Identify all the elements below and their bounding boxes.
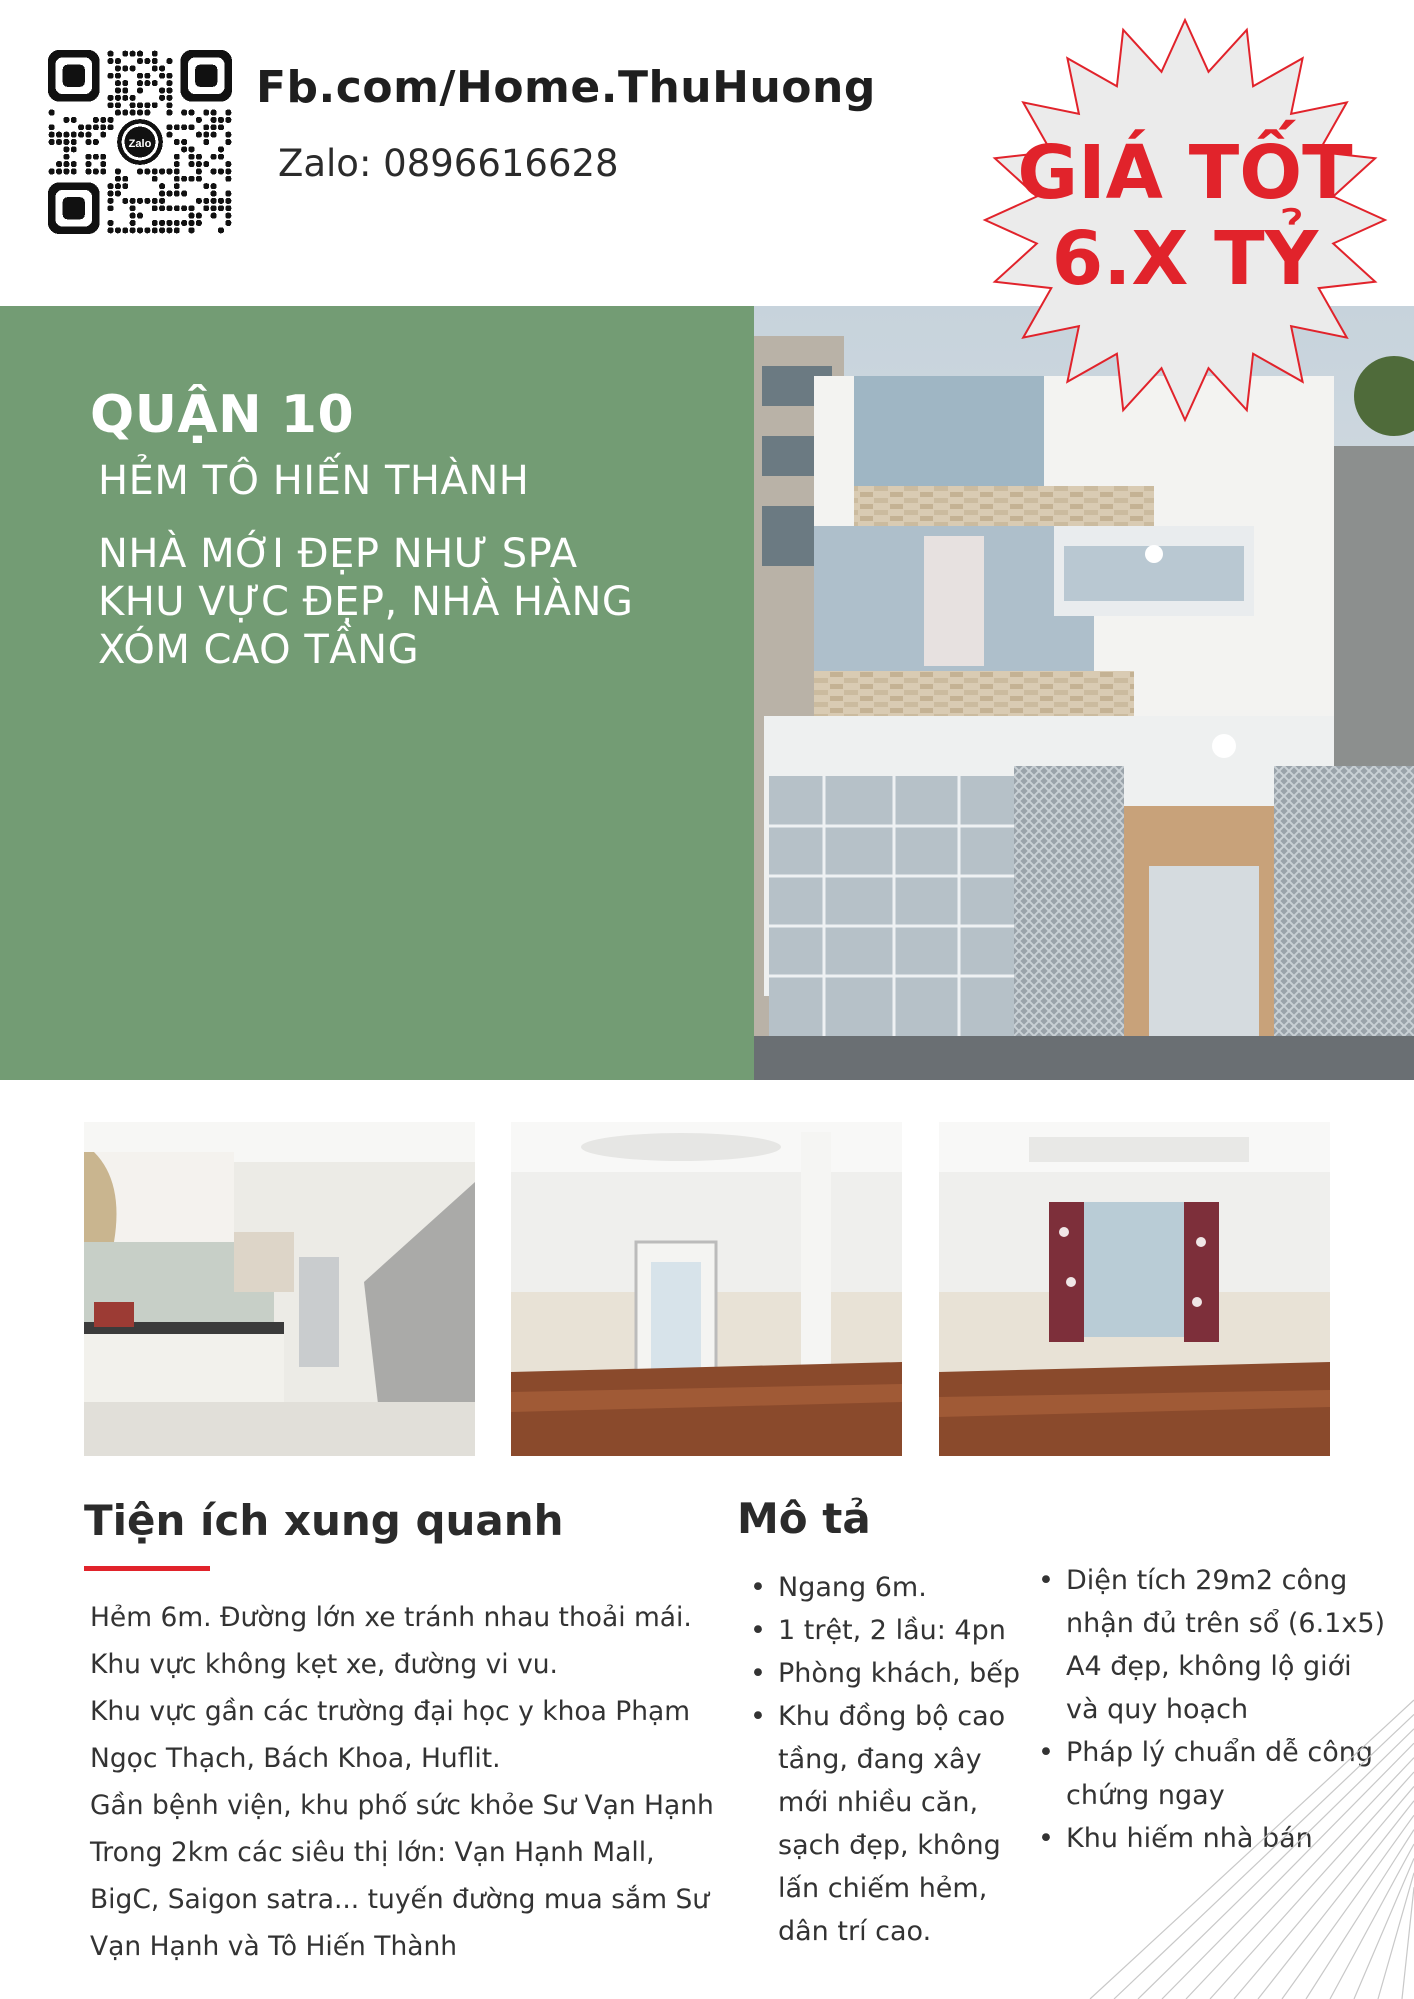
description-item-line: chứng ngay: [1066, 1780, 1225, 1811]
amenities-title-underline: [84, 1566, 210, 1571]
price-badge-line2: 6.X TỶ: [1051, 216, 1319, 302]
headline-line: XÓM CAO TẦNG: [98, 627, 420, 673]
amenities-line: Trong 2km các siêu thị lớn: Vạn Hạnh Mall,: [90, 1837, 655, 1868]
description-item: [744, 1695, 1044, 1953]
description-item-line: • Diện tích 29m2 công: [1066, 1565, 1348, 1596]
description-item-line: A4 đẹp, không lộ giới: [1066, 1651, 1352, 1682]
description-list-left: [744, 1566, 1044, 1953]
amenities-line: Ngọc Thạch, Bách Khoa, Huflit.: [90, 1743, 501, 1774]
qr-center-label: Zalo: [128, 138, 152, 151]
description-item-line: tầng, đang xây: [778, 1744, 982, 1775]
district-title: QUẬN 10: [90, 385, 355, 445]
amenities-text: [90, 1594, 714, 1970]
facebook-link[interactable]: Fb.com/Home.ThuHuong: [256, 62, 876, 113]
bedroom-photo: [939, 1122, 1330, 1456]
amenities-line: Khu vực không kẹt xe, đường vi vu.: [90, 1649, 558, 1680]
description-item-line: • Khu đồng bộ cao: [778, 1701, 1006, 1732]
amenities-line: Hẻm 6m. Đường lớn xe tránh nhau thoải mái.: [90, 1602, 692, 1633]
description-item-line: • Ngang 6m.: [778, 1572, 927, 1603]
description-title: Mô tả: [737, 1494, 871, 1543]
street-subtitle: HẺM TÔ HIẾN THÀNH: [98, 458, 530, 504]
price-badge-line1: GIÁ TỐT: [1017, 130, 1353, 216]
living-room-photo: [511, 1122, 902, 1456]
description-item-line: • Khu hiếm nhà bán: [1066, 1823, 1313, 1854]
description-item-line: • 1 trệt, 2 lầu: 4pn: [778, 1615, 1006, 1646]
description-item-line: • Phòng khách, bếp: [778, 1658, 1021, 1689]
amenities-line: Gần bệnh viện, khu phố sức khỏe Sư Vạn Hạnh: [90, 1790, 714, 1821]
hero-headline: [98, 530, 633, 674]
description-item: [744, 1609, 1044, 1652]
kitchen-photo: [84, 1122, 475, 1456]
description-item: [744, 1652, 1044, 1695]
zalo-qr-code-icon: [48, 50, 232, 234]
description-item-line: và quy hoạch: [1066, 1694, 1249, 1725]
amenities-line: Khu vực gần các trường đại học y khoa Phạm: [90, 1696, 691, 1727]
description-item-line: • Pháp lý chuẩn dễ công: [1066, 1737, 1373, 1768]
amenities-line: Vạn Hạnh và Tô Hiến Thành: [90, 1931, 458, 1962]
description-item-line: sạch đẹp, không: [778, 1830, 1001, 1861]
decorative-lines: [1070, 1660, 1414, 1999]
zalo-phone: Zalo: 0896616628: [278, 142, 619, 185]
description-item-line: lấn chiếm hẻm,: [778, 1873, 988, 1904]
description-item: [744, 1566, 1044, 1609]
amenities-line: BigC, Saigon satra... tuyến đường mua sắm Sư: [90, 1884, 710, 1915]
price-badge-text: [980, 130, 1390, 302]
description-item-line: mới nhiều căn,: [778, 1787, 979, 1818]
headline-line: NHÀ MỚI ĐẸP NHƯ SPA: [98, 531, 578, 577]
description-item-line: dân trí cao.: [778, 1916, 932, 1947]
headline-line: KHU VỰC ĐẸP, NHÀ HÀNG: [98, 579, 634, 625]
amenities-title: Tiện ích xung quanh: [84, 1496, 564, 1545]
description-item-line: nhận đủ trên sổ (6.1x5): [1066, 1608, 1386, 1639]
